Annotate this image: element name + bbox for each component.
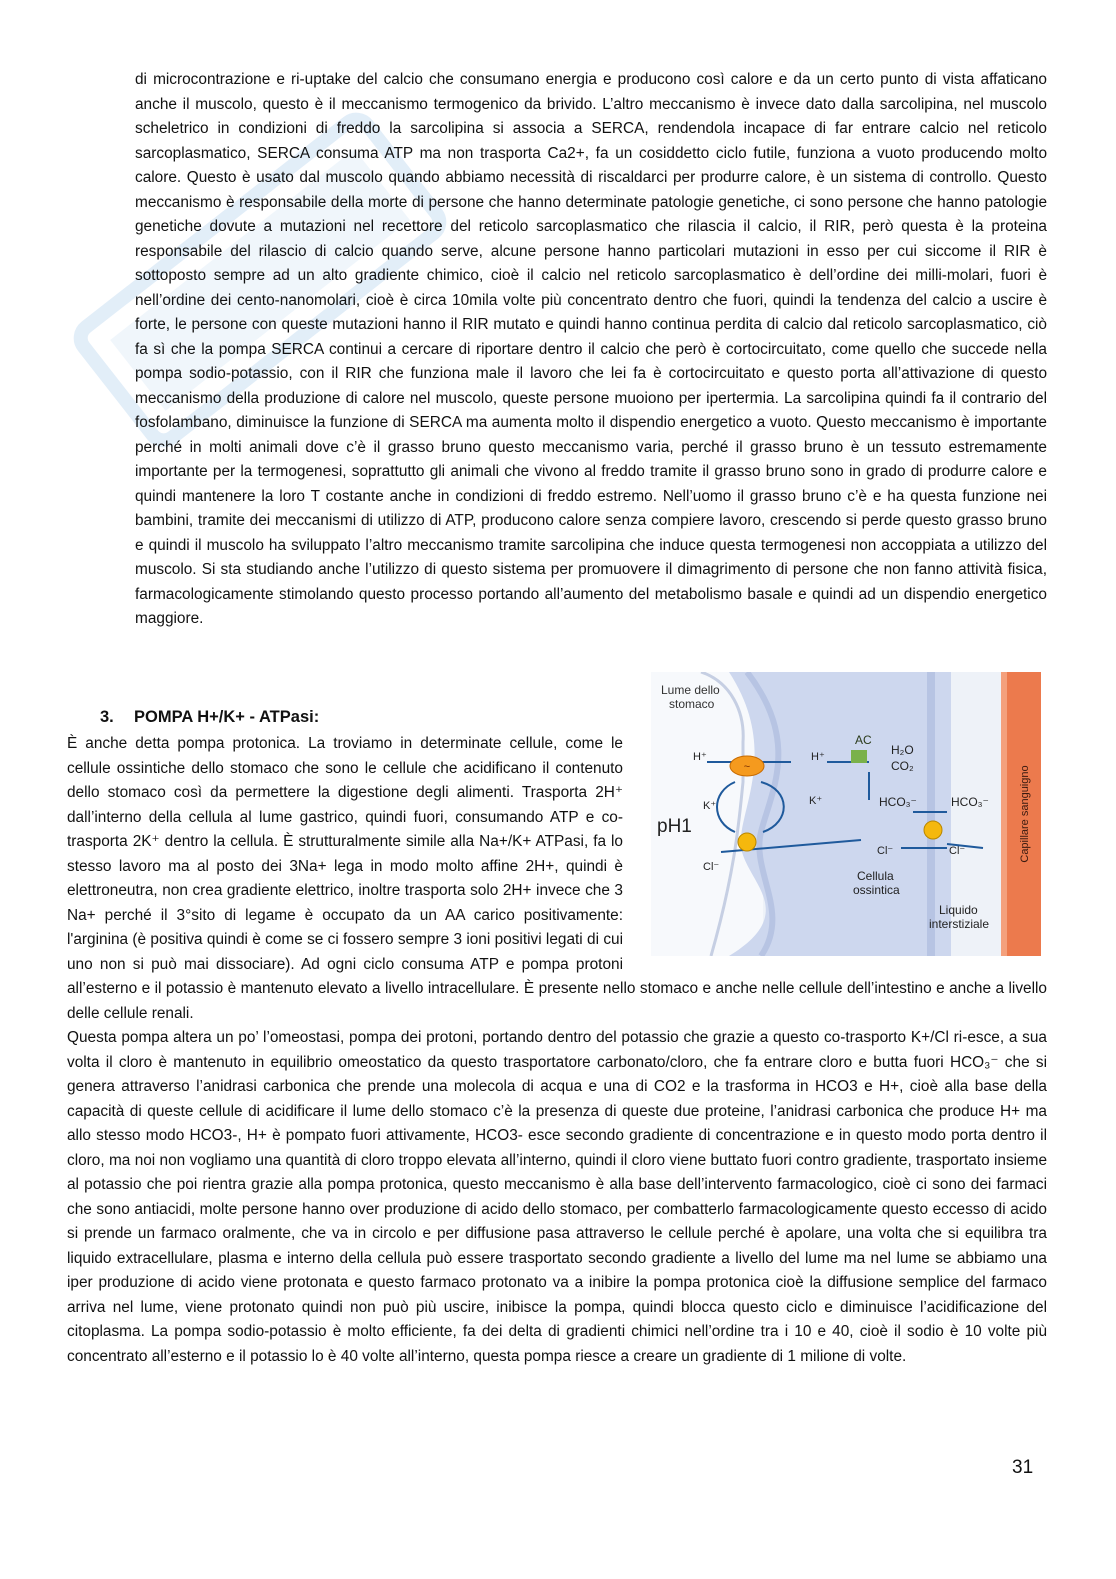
h-out-label: H⁺ — [693, 751, 707, 763]
section-heading — [100, 708, 319, 727]
liq-label-line1: Liquido — [939, 903, 978, 917]
h-in-label: H⁺ — [811, 751, 825, 763]
cl-right-label: Cl⁻ — [949, 845, 966, 857]
lumen-label-line2: stomaco — [669, 697, 715, 711]
cl-in-label: Cl⁻ — [877, 845, 894, 857]
section-title: POMPA H+/K+ - ATPasi: — [134, 708, 320, 726]
lumen-label-line1: Lume dello — [661, 683, 720, 697]
ac-label: AC — [855, 733, 872, 747]
h2o-label: H₂O — [891, 743, 914, 757]
carbonic-anhydrase-icon — [851, 750, 867, 763]
liq-label-line2: interstiziale — [929, 917, 990, 931]
hco3-out-label: HCO₃⁻ — [951, 795, 989, 809]
cl-out-label: Cl⁻ — [703, 861, 720, 873]
k-in-label: K⁺ — [809, 795, 823, 807]
cell-label-line1: Cellula — [857, 869, 894, 883]
capillary-label: Capillare sanguigno — [1019, 765, 1031, 863]
body-paragraph-2: È anche detta pompa protonica. La troviamo in determinate cellule, come le cellule ossintiche dello stomaco che sono le cellule che acidificano il contenuto dello stomaco così da permettere la digestione degli alimenti. Trasporta 2H⁺ dall’interno della cellula al lume gastrico, quindi fuori, consumando ATP e co-trasporta 2K⁺ dentro la cellula. È strutturalmente simile alla Na+/K+ ATPasi, fa lo stesso lavoro ma al posto dei 3Na+ lega in modo molto affine 2H+, quindi è elettroneutra, non crea gradiente elettrico, inoltre trasporta solo 2H+ invece che 3 Na+ perché il 3°sito di legame è occupato da un AA carico positivamente: l'arginina (è positiva quindi è come se ci fossero sempre 3 ioni positivi legati di cui uno non si può mai dissociare). Ad ogni ciclo consuma ATP e pompa protoni all’esterno e il potassio è mantenuto elevato a livello intracellulare. È presente nello stomaco e anche nelle cellule dell’intestino e anche a livello delle cellule renali. — [67, 735, 1047, 1022]
oxyntic-cell-diagram — [651, 672, 1041, 956]
section-number: 3. — [100, 708, 114, 726]
ph-label: pH1 — [657, 816, 692, 837]
body-paragraph-3: Questa pompa altera un po’ l’omeostasi, pompa dei protoni, portando dentro del potassio che grazie a questo co-trasporto K+/Cl ri-esce, a sua volta il cloro è mantenuto in equilibrio omeostatico da questo trasportatore carbonato/cloro, che fa entrare cloro e butta fuori HCO₃⁻ che si genera attraverso l’anidrasi carbonica che prende una molecola di acqua e una di CO2 e la trasforma in HCO3 e H+, cioè alla base della capacità di queste cellule di acidificare il lume dello stomaco c’è la presenza di queste due proteine, l’anidrasi carbonica che produce H+ ma allo stesso modo HCO3-, H+ è pompato fuori attivamente, HCO3- esce secondo gradiente di concentrazione e in questo modo porta dentro il cloro, ma noi non vogliamo una quantità di cloro troppo elevata all’interno, quindi il cloro viene buttato fuori contro gradiente, trasportato insieme al potassio che poi rientra grazie alla pompa protonica, questo meccanismo è alla base dell’intervento farmacologico, cioè ci sono dei farmaci che sono antiacidi, molte persone hanno over produzione di acido dello stomaco, per combatterlo farmacologicamente questo eccesso di acido si prende un farmaco oralmente, che va in circolo e per diffusione pasa attraverso le cellule perché è apolare, una volta che si equilibra tra liquido extracellulare, plasma e interno della cellula può essere trasportato secondo gradiente a livello del lume ma nel lume se abbiamo una iper produzione di acido viene protonata e questo farmaco protonato va a inibire la pompa protonica cioè la diffusione semplice del farmaco arriva nel lume, viene protonato quindi non può più uscire, inibisce la pompa, quindi blocca questo ciclo e diminuisce l’acidificazione del citoplasma. La pompa sodio-potassio è molto efficiente, fa dei delta di gradienti chimici nell’ordine tra i 10 e 40, cioè il sodio è 10 volte più concentrato all’esterno e il potassio lo è 40 volte all’interno, questa pompa riesce a creare un gradiente di 1 milione di volte. — [67, 1029, 1047, 1365]
svg-text:~: ~ — [743, 761, 751, 773]
hco3-cl-exchanger-icon — [924, 821, 942, 839]
hco3-in-label: HCO₃⁻ — [879, 795, 917, 809]
k-cl-transporter-icon — [738, 833, 756, 851]
co2-label: CO₂ — [891, 759, 914, 773]
body-paragraph-1: di microcontrazione e ri-uptake del calcio che consumano energia e producono così calore e da un certo punto di vista affaticano anche il muscolo, questo è il meccanismo termogenico da brivido. L’altro meccanismo è invece dato dalla sarcolipina, nel muscolo scheletrico in condizioni di freddo la sarcolipina si associa a SERCA, rendendola incapace di far entrare calcio nel reticolo sarcoplasmatico, SERCA consuma ATP ma non trasporta Ca2+, fa un cosiddetto ciclo futile, funziona a vuoto producendo molto calore. Questo è usato dal muscolo quando abbiamo necessità di riscaldarci per produrre calore, è un sistema di controllo. Questo meccanismo è responsabile della morte di persone che hanno determinate patologie genetiche, ci sono persone che hanno patologie genetiche dovute a mutazioni nel recettore del reticolo sarcoplasmatico che rilascia il calcio, il RIR, però questa è la proteina responsabile del rilascio di calcio quando serve, alcune persone hanno particolari mutazioni in esso per cui siccome il RIR è sottoposto sempre ad un alto gradiente chimico, cioè il calcio nel reticolo sarcoplasmatico è dell’ordine dei milli-molari, fuori è nell’ordine dei cento-nanomolari, cioè è circa 10mila volte più concentrato dentro che fuori, quindi la tendenza del calcio a uscire è forte, le persone con queste mutazioni hanno il RIR mutato e quindi hanno continua perdita di calcio dal reticolo sarcoplasmatico, ciò fa sì che la pompa SERCA continui a cercare di riportare dentro il calcio che però è cortocircuitato, come quello che succede nella pompa sodio-potassio, con il RIR che funziona male il lavoro che lei fa è cortocircuitato e questo porta all’attivazione di questo meccanismo della produzione di calore nel muscolo, queste persone muoiono per ipertermia. La sarcolipina quindi fa il contrario del fosfolambano, diminuisce la funzione di SERCA ma aumenta molto il dispendio energetico a vuoto. Questo meccanismo è importante perché in molti animali dove c’è il grasso bruno questo meccanismo varia, perché il grasso bruno è un tessuto estremamente importante per la termogenesi, soprattutto gli animali che vivono al freddo tramite il grasso bruno sono in grado di produrre calore e quindi mantenere la loro T costante anche in condizioni di freddo estremo. Nell’uomo il grasso bruno c’è e ha questa funzione nei bambini, tramite dei meccanismi di utilizzo di ATP, producono calore senza compiere lavoro, crescendo si perde questo grasso bruno e quindi il muscolo ha sviluppato l’altro meccanismo tramite sarcolipina che induce questa termogenesi non accoppiata a utilizzo del muscolo. Si sta studiando anche l’utilizzo di questo sistema per promuovere il dimagrimento di persone che non fanno attività fisica, farmacologicamente stimolando questo processo portando all’aumento del metabolismo basale e quindi ad un dispendio energetico maggiore. — [135, 71, 1047, 627]
cell-label-line2: ossintica — [853, 883, 900, 897]
k-out-label: K⁺ — [703, 800, 717, 812]
page-number: 31 — [1012, 1457, 1034, 1478]
